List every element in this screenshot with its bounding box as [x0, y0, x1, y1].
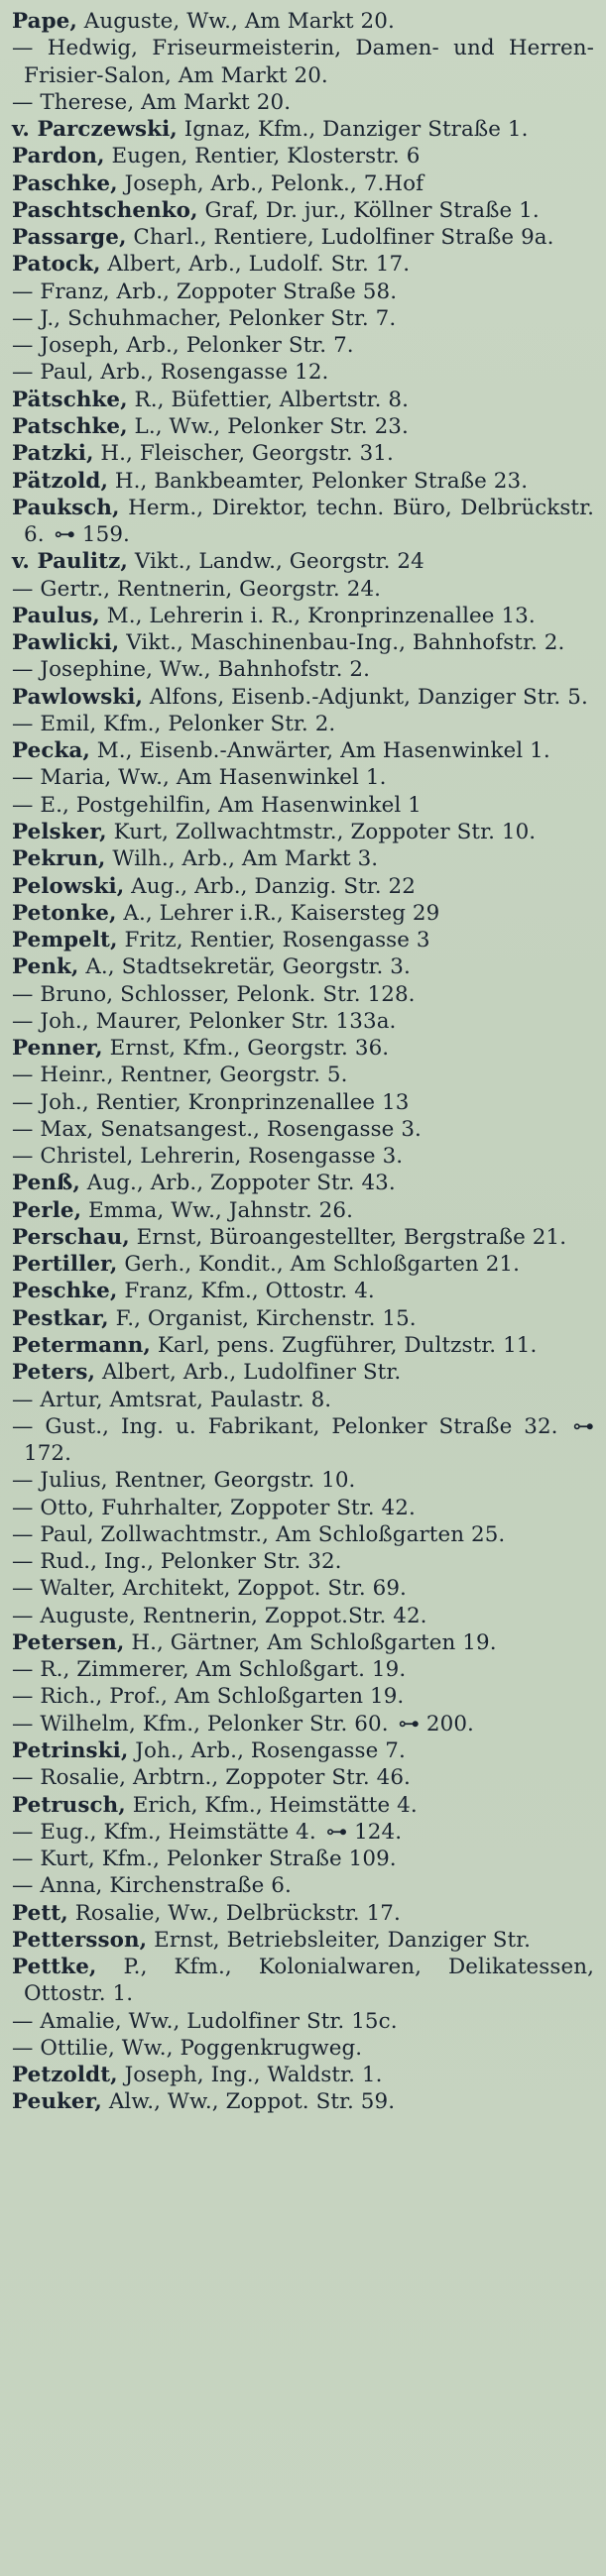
- entry-details: P., Kfm., Kolonialwaren, Delikatessen, Ottostr. 1.: [24, 1955, 594, 2007]
- entry-details: — Franz, Arb., Zoppoter Straße 58.: [12, 279, 398, 304]
- entry-surname: Pape,: [12, 9, 77, 34]
- entry-details: Graf, Dr. jur., Köllner Straße 1.: [197, 197, 540, 223]
- directory-entry: [12, 1927, 594, 1954]
- directory-entry: [12, 1197, 594, 1224]
- directory-entries: [12, 8, 594, 2116]
- directory-entry: [12, 845, 594, 872]
- entry-details: Karl, pens. Zugführer, Dultzstr. 11.: [150, 1333, 538, 1359]
- directory-entry: [12, 1548, 594, 1575]
- directory-entry: [12, 711, 594, 737]
- directory-entry: [12, 1683, 594, 1710]
- entry-details: — Walter, Architekt, Zoppot. Str. 69.: [12, 1576, 407, 1602]
- entry-surname: Peschke,: [12, 1279, 118, 1304]
- entry-details: — Eug., Kfm., Heimstätte 4.: [12, 1819, 316, 1845]
- directory-entry: [12, 1656, 594, 1683]
- entry-details: — Emil, Kfm., Pelonker Str. 2.: [12, 711, 336, 736]
- entry-details: — Maria, Ww., Am Hasenwinkel 1.: [12, 765, 387, 791]
- directory-entry: [12, 1224, 594, 1251]
- directory-entry: [12, 737, 594, 764]
- telephone-number: 159.: [81, 522, 130, 548]
- directory-entry: [12, 279, 594, 305]
- entry-surname: Paschke,: [12, 170, 118, 196]
- entry-details: — Josephine, Ww., Bahnhofstr. 2.: [12, 657, 371, 683]
- entry-details: — Joh., Maurer, Pelonker Str. 133a.: [12, 1008, 397, 1034]
- telephone-number: 172.: [24, 1441, 72, 1467]
- directory-entry: [12, 2062, 594, 2088]
- directory-entry: [12, 927, 594, 953]
- entry-surname: Pempelt,: [12, 928, 118, 953]
- entry-surname: v. Paulitz,: [12, 549, 128, 575]
- directory-entry: [12, 2035, 594, 2062]
- entry-surname: Pardon,: [12, 144, 105, 169]
- entry-surname: Pawlowski,: [12, 684, 144, 710]
- entry-details: A., Lehrer i.R., Kaisersteg 29: [116, 900, 440, 926]
- entry-details: — Amalie, Ww., Ludolfiner Str. 15c.: [12, 2008, 398, 2034]
- entry-surname: Perle,: [12, 1197, 82, 1223]
- entry-details: A., Stadtsekretär, Georgstr. 3.: [78, 954, 411, 980]
- entry-details: Erich, Kfm., Heimstätte 4.: [125, 1792, 418, 1818]
- directory-entry: [12, 1711, 594, 1737]
- entry-surname: Penk,: [12, 954, 79, 980]
- entry-surname: Pett,: [12, 1900, 68, 1926]
- entry-details: Ernst, Betriebsleiter, Danziger Str.: [147, 1927, 532, 1953]
- entry-details: Auguste, Ww., Am Markt 20.: [76, 9, 395, 34]
- directory-entry: [12, 1251, 594, 1278]
- directory-entry: [12, 387, 594, 413]
- entry-surname: Patock,: [12, 252, 101, 278]
- telephone-number: 124.: [354, 1819, 403, 1845]
- directory-entry: [12, 1846, 594, 1872]
- entry-details: — Heinr., Rentner, Georgstr. 5.: [12, 1063, 348, 1088]
- directory-entry: [12, 251, 594, 278]
- directory-entry: [12, 1116, 594, 1143]
- entry-surname: Petonke,: [12, 900, 117, 926]
- directory-entry: [12, 764, 594, 791]
- entry-details: — Therese, Am Markt 20.: [12, 89, 292, 115]
- entry-details: — Rosalie, Arbtrn., Zoppoter Str. 46.: [12, 1765, 411, 1791]
- entry-details: — Otto, Fuhrhalter, Zoppoter Str. 42.: [12, 1495, 416, 1520]
- directory-entry: [12, 953, 594, 980]
- directory-entry: [12, 1629, 594, 1656]
- directory-entry: [12, 1413, 594, 1468]
- entry-details: Alfons, Eisenb.-Adjunkt, Danziger Str. 5.: [143, 684, 588, 710]
- directory-entry: [12, 1008, 594, 1035]
- entry-details: Vikt., Landw., Georgstr. 24: [127, 549, 424, 575]
- entry-surname: Petersen,: [12, 1629, 125, 1655]
- entry-details: H., Fleischer, Georgstr. 31.: [93, 441, 394, 467]
- directory-entry: [12, 116, 594, 143]
- directory-entry: [12, 1521, 594, 1548]
- directory-entry: [12, 332, 594, 359]
- telephone-icon: ⊶: [54, 522, 76, 548]
- entry-details: — E., Postgehilfin, Am Hasenwinkel 1: [12, 792, 422, 818]
- entry-details: Joh., Arb., Rosengasse 7.: [128, 1738, 406, 1763]
- entry-details: Ignaz, Kfm., Danziger Straße 1.: [177, 117, 529, 143]
- entry-details: — Kurt, Kfm., Pelonker Straße 109.: [12, 1847, 397, 1872]
- directory-entry: [12, 981, 594, 1008]
- directory-entry: [12, 792, 594, 819]
- entry-surname: v. Parczewski,: [12, 117, 178, 143]
- entry-surname: Petermann,: [12, 1333, 151, 1359]
- directory-entry: [12, 1764, 594, 1791]
- directory-entry: [12, 2008, 594, 2035]
- directory-entry: [12, 468, 594, 495]
- entry-details: — Anna, Kirchenstraße 6.: [12, 1873, 292, 1899]
- directory-entry: [12, 8, 594, 35]
- entry-surname: Pecka,: [12, 738, 90, 764]
- entry-details: — Hedwig, Friseurmeisterin, Damen- und Herren-Frisier-Salon, Am Markt 20.: [12, 36, 594, 88]
- entry-details: — R., Zimmerer, Am Schloßgart. 19.: [12, 1657, 407, 1683]
- entry-details: Charl., Rentiere, Ludolfiner Straße 9a.: [126, 225, 554, 251]
- entry-surname: Paulus,: [12, 603, 100, 628]
- entry-surname: Pätzold,: [12, 468, 108, 494]
- entry-surname: Pelowski,: [12, 873, 125, 899]
- directory-entry: [12, 873, 594, 900]
- entry-details: — Rich., Prof., Am Schloßgarten 19.: [12, 1684, 405, 1710]
- directory-entry: [12, 1819, 594, 1846]
- entry-surname: Pertiller,: [12, 1252, 118, 1278]
- entry-details: Ernst, Büroangestellter, Bergstraße 21.: [129, 1224, 567, 1250]
- directory-entry: [12, 656, 594, 683]
- directory-entry: [12, 1900, 594, 1927]
- directory-entry: [12, 1467, 594, 1494]
- entry-details: — Auguste, Rentnerin, Zoppot.Str. 42.: [12, 1603, 427, 1628]
- entry-details: Joseph, Arb., Pelonk., 7.Hof: [117, 170, 424, 196]
- directory-entry: [12, 440, 594, 467]
- entry-details: R., Büfettier, Albertstr. 8.: [127, 387, 410, 412]
- entry-surname: Passarge,: [12, 225, 127, 251]
- entry-surname: Petrinski,: [12, 1738, 129, 1763]
- entry-details: Albert, Arb., Ludolf. Str. 17.: [100, 252, 411, 278]
- entry-details: H., Gärtner, Am Schloßgarten 19.: [124, 1629, 497, 1655]
- entry-details: Aug., Arb., Danzig. Str. 22: [124, 873, 416, 899]
- entry-details: — J., Schuhmacher, Pelonker Str. 7.: [12, 305, 397, 331]
- entry-details: F., Organist, Kirchenstr. 15.: [108, 1305, 417, 1331]
- directory-entry: [12, 1170, 594, 1196]
- entry-details: Joseph, Ing., Waldstr. 1.: [117, 2063, 383, 2088]
- entry-details: Eugen, Rentier, Klosterstr. 6: [104, 144, 421, 169]
- directory-entry: [12, 576, 594, 603]
- directory-entry: [12, 89, 594, 116]
- directory-entry: [12, 1359, 594, 1386]
- directory-entry: [12, 1575, 594, 1602]
- entry-details: Emma, Ww., Jahnstr. 26.: [81, 1197, 354, 1223]
- entry-surname: Pekrun,: [12, 846, 106, 872]
- entry-surname: Penß,: [12, 1171, 80, 1196]
- directory-entry: [12, 819, 594, 845]
- entry-details: — Bruno, Schlosser, Pelonk. Str. 128.: [12, 981, 416, 1007]
- directory-entry: [12, 1278, 594, 1304]
- telephone-icon: ⊶: [572, 1413, 594, 1439]
- directory-entry: [12, 1089, 594, 1116]
- directory-entry: [12, 1872, 594, 1899]
- entry-surname: Pettersson,: [12, 1927, 148, 1953]
- entry-details: H., Bankbeamter, Pelonker Straße 23.: [108, 468, 529, 494]
- entry-details: Aug., Arb., Zoppoter Str. 43.: [79, 1171, 396, 1196]
- directory-entry: [12, 1035, 594, 1062]
- entry-surname: Petrusch,: [12, 1792, 126, 1818]
- telephone-number: 200.: [425, 1711, 474, 1736]
- directory-entry: [12, 170, 594, 197]
- entry-details: Ernst, Kfm., Georgstr. 36.: [102, 1036, 390, 1062]
- directory-entry: [12, 900, 594, 927]
- entry-details: Kurt, Zollwachtmstr., Zoppoter Str. 10.: [106, 819, 537, 844]
- telephone-icon: ⊶: [398, 1711, 420, 1736]
- entry-details: M., Eisenb.-Anwärter, Am Hasenwinkel 1.: [89, 738, 550, 764]
- entry-details: Herm., Direktor, techn. Büro, Delbrückstr. 6.: [24, 495, 594, 548]
- entry-details: — Ottilie, Ww., Poggenkrugweg.: [12, 2035, 363, 2061]
- entry-details: Fritz, Rentier, Rosengasse 3: [117, 928, 430, 953]
- entry-surname: Pelsker,: [12, 819, 107, 844]
- entry-details: — Gertr., Rentnerin, Georgstr. 24.: [12, 576, 382, 602]
- entry-surname: Pestkar,: [12, 1305, 109, 1331]
- directory-entry: [12, 548, 594, 575]
- entry-details: Vikt., Maschinenbau-Ing., Bahnhofstr. 2.: [119, 630, 565, 656]
- entry-details: Alw., Ww., Zoppot. Str. 59.: [101, 2089, 396, 2115]
- entry-details: — Paul, Zollwachtmstr., Am Schloßgarten 25.: [12, 1521, 506, 1547]
- directory-entry: [12, 603, 594, 629]
- entry-details: — Julius, Rentner, Georgstr. 10.: [12, 1468, 356, 1494]
- entry-surname: Pätschke,: [12, 387, 128, 412]
- entry-surname: Peters,: [12, 1360, 96, 1386]
- entry-details: — Christel, Lehrerin, Rosengasse 3.: [12, 1144, 404, 1170]
- entry-details: L., Ww., Pelonker Str. 23.: [127, 413, 409, 439]
- directory-entry: [12, 1143, 594, 1170]
- directory-entry: [12, 1387, 594, 1413]
- entry-surname: Petzoldt,: [12, 2063, 118, 2088]
- entry-details: M., Lehrerin i. R., Kronprinzenallee 13.: [99, 603, 536, 628]
- entry-details: — Joseph, Arb., Pelonker Str. 7.: [12, 333, 354, 359]
- entry-details: Rosalie, Ww., Delbrückstr. 17.: [67, 1900, 401, 1926]
- directory-entry: [12, 629, 594, 656]
- telephone-icon: ⊶: [325, 1819, 348, 1845]
- entry-details: — Max, Senatsangest., Rosengasse 3.: [12, 1116, 422, 1142]
- entry-surname: Perschau,: [12, 1224, 130, 1250]
- entry-details: — Artur, Amtsrat, Paulastr. 8.: [12, 1387, 332, 1412]
- directory-entry: [12, 143, 594, 169]
- entry-surname: Penner,: [12, 1036, 103, 1062]
- directory-entry: [12, 1603, 594, 1629]
- entry-surname: Pettke,: [12, 1955, 97, 1980]
- entry-surname: Patzki,: [12, 441, 94, 467]
- directory-entry: [12, 495, 594, 549]
- entry-details: Franz, Kfm., Ottostr. 4.: [117, 1279, 375, 1304]
- entry-details: Albert, Arb., Ludolfiner Str.: [95, 1360, 402, 1386]
- directory-entry: [12, 2088, 594, 2115]
- entry-surname: Paschtschenko,: [12, 197, 198, 223]
- directory-entry: [12, 1737, 594, 1764]
- directory-entry: [12, 684, 594, 711]
- directory-entry: [12, 1954, 594, 2008]
- entry-details: Wilh., Arb., Am Markt 3.: [105, 846, 379, 872]
- entry-details: — Gust., Ing. u. Fabrikant, Pelonker Straße 32.: [12, 1413, 558, 1439]
- entry-details: — Paul, Arb., Rosengasse 12.: [12, 360, 329, 386]
- entry-surname: Peuker,: [12, 2089, 102, 2115]
- directory-entry: [12, 1305, 594, 1332]
- directory-entry: [12, 1062, 594, 1088]
- directory-entry: [12, 197, 594, 224]
- entry-details: — Wilhelm, Kfm., Pelonker Str. 60.: [12, 1711, 389, 1736]
- entry-details: Gerh., Kondit., Am Schloßgarten 21.: [117, 1252, 521, 1278]
- directory-entry: [12, 224, 594, 251]
- directory-entry: [12, 35, 594, 89]
- entry-details: — Joh., Rentier, Kronprinzenallee 13: [12, 1089, 410, 1115]
- directory-entry: [12, 1495, 594, 1521]
- entry-surname: Patschke,: [12, 413, 128, 439]
- directory-entry: [12, 1332, 594, 1359]
- directory-entry: [12, 305, 594, 332]
- entry-details: — Rud., Ing., Pelonker Str. 32.: [12, 1549, 342, 1575]
- entry-surname: Pawlicki,: [12, 630, 120, 656]
- directory-entry: [12, 413, 594, 440]
- directory-entry: [12, 1792, 594, 1819]
- directory-entry: [12, 359, 594, 386]
- entry-surname: Pauksch,: [12, 495, 120, 520]
